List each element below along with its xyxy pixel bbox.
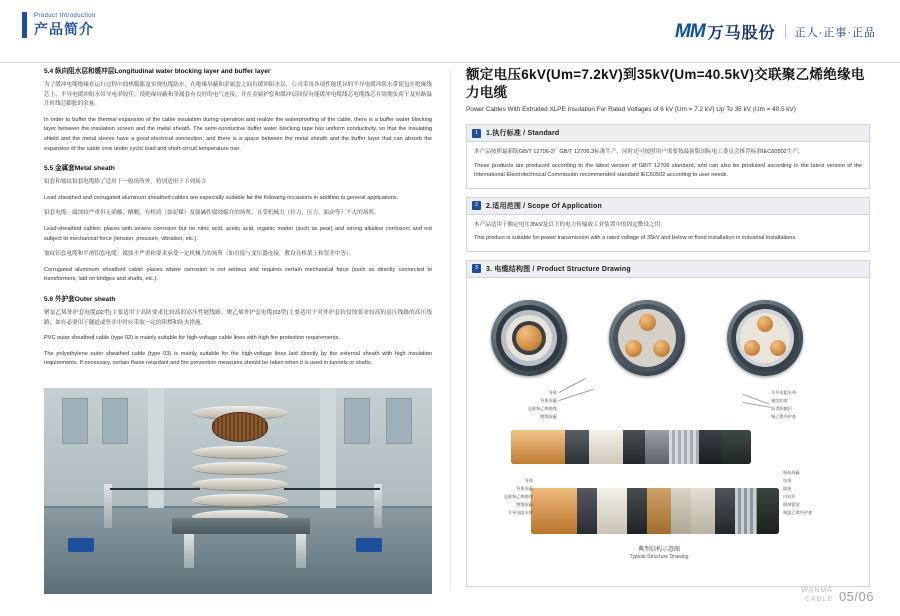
label-inner-bedding: 内衬层: [783, 493, 796, 499]
section-5-4-en: In order to buffer the thermal expansion of the cable insulation during operation and realize the waterproofing of the cable, there is a buffer water blocking layer between the insulation screen and the metal sheath. The semi-conductive buffer water blocking tape has uniform conductivity, so that the insulating shield and the metal sleeve have a good electrical connection, and there is a space between the metal sheath and the buffer layer that can absorb the expansion of the cable core under cyclic load and short-circuit temperature rise.: [44, 116, 432, 152]
layer-pvc-outer-sheath: [757, 488, 779, 534]
layer-conductor: [511, 430, 565, 464]
photo-cable: [110, 488, 200, 490]
section-5-6: [44, 294, 432, 369]
scope-block-body: [467, 215, 869, 251]
page-number: 05/06: [838, 589, 874, 604]
photo-window: [386, 398, 412, 444]
conductor-core: [639, 314, 656, 331]
lab-photo: [44, 388, 432, 594]
structure-drawing: [471, 282, 865, 582]
scope-en: This product is suitable for power transmission with a rated voltage of 35kV and below or fixed installation in industrial installations.: [474, 235, 797, 242]
product-title-cn: 额定电压6kV(Um=7.2kV)到35kV(Um=40.5kV)交联聚乙烯绝缘电力电缆: [466, 67, 865, 100]
label-corrugated-aluminum-sheath: 皱纹铝套: [771, 397, 788, 403]
section-5-6-cn: 聚氯乙烯外护套电缆(02型)主要适用于高防要求比较高的高压性能线路。聚乙烯外护套电缆(03型)主要适用于对外护套抗侵蚀要求较高的高压线路的高压线路，如有必要用于隧道或竖井中时应采取一定的阻燃和防火措施。: [44, 309, 432, 326]
label-conductor-screen-top: 导体屏蔽: [540, 397, 557, 403]
logo-slogan: 正人·正事·正品: [794, 26, 876, 39]
photo-insulator-ring: [192, 462, 288, 475]
cable-cross-section-three-core-b: [727, 300, 803, 376]
layer-conductor-screen: [565, 430, 589, 464]
section-5-6-title: 5.6 外护套Outer sheath: [44, 295, 116, 303]
label-insulation-screen-bottom: 绝缘屏蔽: [516, 501, 533, 507]
leader-line: [559, 378, 586, 393]
photo-support: [296, 534, 306, 568]
cable-cross-section-three-core-a: [609, 300, 685, 376]
layer-copper-wire-screen: [647, 488, 671, 534]
section-5-5-en-3: Corrugated aluminum sheathed cable: places where corrosion is not serious and requires certain mechanical force (such as directly connected to transformers, laid on bridges and shafts, etc.).: [44, 266, 432, 283]
label-xlpe-insulation-top: 交联聚乙烯绝缘: [527, 405, 557, 411]
structure-block-header: [467, 261, 869, 278]
photo-coil: [212, 412, 268, 442]
photo-platform: [172, 518, 310, 534]
section-5-4: [44, 66, 432, 154]
photo-equipment-blue: [68, 538, 94, 552]
footer-brand: [801, 586, 833, 604]
label-filler: 填充: [783, 485, 792, 491]
logo-separator: [785, 24, 786, 39]
block-number-badge: 2: [472, 201, 481, 210]
photo-support: [104, 484, 112, 528]
header-brand-left: [22, 12, 96, 38]
layer-inner-bedding: [715, 488, 735, 534]
label-insulation-screen-top: 绝缘屏蔽: [540, 413, 557, 419]
scope-block-title: 2.适用范围 / Scope Of Application: [486, 202, 602, 210]
label-pvc-outer-sheath: 聚氯乙烯外护套: [783, 509, 813, 515]
photo-support: [374, 484, 382, 528]
standard-block-body: [467, 142, 869, 188]
photo-transformer-stack: [192, 406, 288, 524]
photo-support: [184, 534, 194, 568]
section-5-6-en-2: The polyethylene outer sheathed cable (type 03) is mainly suitable for the high-voltage lines laid directly by the external sheath with high insulation requirements. If necessary, certain flame retardant and fire prevention measures should be taken when it is used in tunnels or shafts.: [44, 350, 432, 367]
section-5-5-cn-2: 铅套电缆：腐蚀较严重但无硝酸、醋酸、有机质（如泥煤）及强碱性腐蚀媒介的场所；且受机械力（拉力、压力、振动等）不大的场所。: [44, 210, 380, 217]
label-tape: 包带: [783, 477, 792, 483]
structure-block: [466, 260, 870, 587]
conductor-core: [516, 325, 542, 351]
section-5-6-en: PVC outer sheathed cable (type 02) is mainly suitable for high-voltage cable lines with high fire protection requirements.: [44, 335, 341, 342]
label-water-blocking-tape: 半导电阻水带: [771, 389, 797, 395]
page-footer: [801, 586, 874, 604]
conductor-core: [653, 340, 670, 357]
conductor-core: [770, 340, 786, 356]
cutaway-single-core-cable: [511, 430, 751, 464]
label-copper-wire-screen: 铜丝屏蔽: [783, 469, 800, 475]
header-left-en: Product Introduction: [34, 13, 96, 19]
section-5-5-title: 5.5 金属套Metal sheath: [44, 165, 115, 173]
photo-column: [148, 388, 164, 508]
label-steel-tape-armour: 钢带铠装: [783, 501, 800, 507]
section-5-5: [44, 163, 432, 285]
section-5-5-cn: 铅套和皱纹铅套电缆除了适用于一般场所外，特别适用于下列场合: [44, 179, 207, 186]
product-title-en: Power Cables With Extruded XLPE Insulation For Rated Voltages of 6 kV (Um = 7.2 kV) Up To 35 kV (Um = 40.5 kV): [466, 106, 796, 113]
photo-window: [62, 398, 88, 444]
scope-block-header: [467, 198, 869, 215]
photo-insulator-ring: [192, 446, 288, 459]
conductor-core: [625, 340, 642, 357]
logo-icon: MM: [675, 20, 705, 42]
label-asphalt-anticorrosion: 沥青防腐层: [771, 405, 792, 411]
label-conductor-screen-bottom: 导体屏蔽: [516, 485, 533, 491]
layer-steel-tape-armour: [735, 488, 757, 534]
photo-insulator-ring: [192, 478, 288, 491]
accent-bar: [22, 12, 27, 38]
block-number-badge: 1: [472, 129, 481, 138]
footer-brand-line1: WANMA: [801, 587, 833, 594]
section-5-5-cn-3: 皱纹铝套电缆和平滑铝套电缆：腐蚀不严重和要求承受一定机械力的场所（如直接与变压器连接，敷设在桥架上和竖井中等）。: [44, 251, 355, 258]
label-conductor-top: 导体: [548, 389, 557, 395]
layer-asphalt: [699, 430, 721, 464]
photo-insulator-ring: [192, 494, 288, 507]
standard-block-title: 1.执行标准 / Standard: [486, 130, 560, 137]
layer-insulation-screen: [623, 430, 645, 464]
label-conductor-bottom: 导体: [524, 477, 533, 483]
layer-filler: [691, 488, 715, 534]
standard-block: [466, 124, 870, 189]
standard-cn: 本产品按照最新版GB/T 12706-2厂GB/T 12706.3标准生产，同时还可按照用户需要按最新版国际电工委员会推荐标准IEC60502生产。: [474, 149, 804, 155]
page-header: [0, 0, 900, 64]
layer-tape: [671, 488, 691, 534]
layer-xlpe-insulation: [597, 488, 627, 534]
drawing-caption-cn: 典型结构示意图: [637, 546, 680, 553]
photo-equipment-blue: [356, 538, 382, 552]
section-5-4-title: 5.4 纵向阻水层和缓冲层Longitudinal water blocking layer and buffer layer: [44, 68, 271, 75]
layer-water-blocking-tape: [645, 430, 669, 464]
right-content-column: [466, 66, 870, 595]
scope-cn: 本产品适用于额定电压35kV及以下的电力传输或工业装置中的固定敷设之用。: [474, 221, 666, 228]
cable-cross-section-single-core: [491, 300, 567, 376]
label-pe-outer-sheath: 聚乙烯外护套: [771, 413, 797, 419]
leader-line: [559, 389, 594, 401]
layer-conductor-screen: [577, 488, 597, 534]
header-logo: [675, 20, 876, 43]
cutaway-three-core-cable: [531, 488, 779, 534]
layer-xlpe-insulation: [589, 430, 623, 464]
photo-window: [344, 398, 370, 444]
scope-block: [466, 197, 870, 252]
photo-cable: [284, 488, 380, 490]
header-left-cn: 产品简介: [34, 21, 94, 37]
structure-block-title: 3. 电缆结构图 / Product Structure Drawing: [486, 265, 631, 273]
label-water-blocking-tape-bottom: 半导电阻水带: [507, 509, 533, 515]
layer-conductor: [531, 488, 577, 534]
column-divider: [450, 70, 451, 590]
section-5-4-cn: 为了缓冲电缆绝缘在运行过程中的热膨胀及实现电缆防水，在绝缘屏蔽和金属套之间有缓冲阻水层，公司采用各项性能优异的半导电缓冲阻水带使包在绝缘线芯上，半导电缓冲阻水带导电率较佳，使绝缘屏蔽和金属套有良好的电气连接，并在金属护套和缓冲层间留有能缓冲电缆线芯电缆线芯在周期负荷下及短路温升时线芯膨胀的余量。: [44, 82, 432, 108]
layer-pe-sheath: [721, 430, 751, 464]
label-xlpe-insulation-bottom: 交联聚乙烯绝缘: [503, 493, 533, 499]
section-5-5-en-2: Lead-sheathed cables: places with severe corrosion but no nitric acid, acetic acid, organic matter (such as peat) and strong alkaline corrosion; and not subject to mechanical force (tension, pressure, vibration, etc.).: [44, 225, 432, 242]
photo-window: [102, 398, 128, 444]
photo-column: [320, 388, 336, 508]
block-number-badge: 3: [472, 264, 481, 273]
conductor-core: [757, 316, 773, 332]
section-5-5-en: Lead sheathed and corrugated aluminum sheathed cables are especially suitable for the following occasions in addition to general applications.: [44, 194, 399, 201]
drawing-caption-en: Typical Structure Drawing: [629, 553, 689, 560]
standard-block-header: [467, 125, 869, 142]
header-divider: [0, 62, 900, 63]
layer-insulation-screen: [627, 488, 647, 534]
logo-company-name: 万马股份: [707, 25, 776, 42]
conductor-core: [744, 340, 760, 356]
layer-corrugated-aluminum: [669, 430, 699, 464]
left-text-column: [44, 66, 432, 378]
standard-en: These products are produced according to the latest version of GB/T 12706 standard, and can also be produced according to the latest version of the International Electrotechnical Commission recommended standard IEC60502 according to user needs.: [474, 162, 862, 179]
footer-brand-line2: CABLE: [804, 596, 833, 603]
